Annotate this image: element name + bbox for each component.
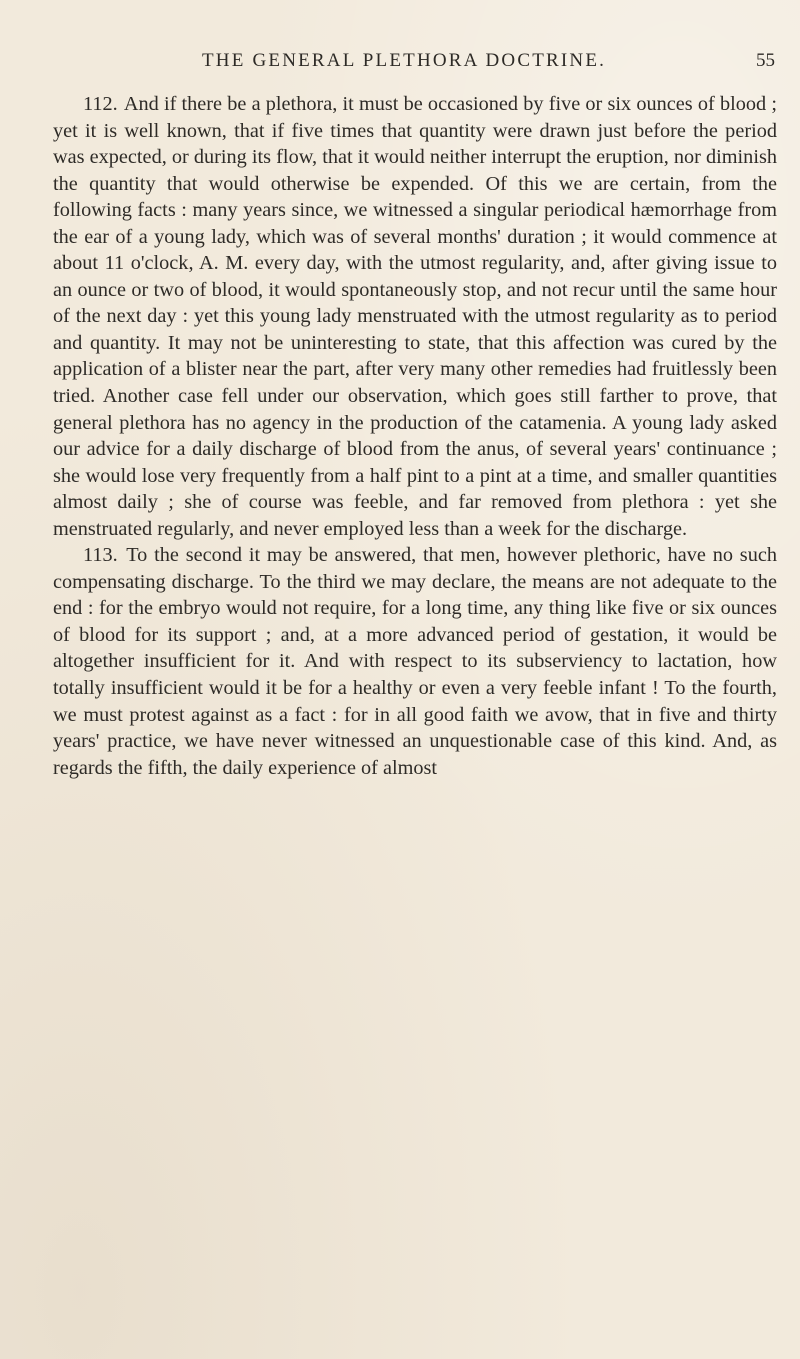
paragraph-text: To the second it may be answered, that men, however plethoric, have no such compensating discharge. To the third we may declare, the means are not adequate to the end : for the embryo would not require, for a long time, any thing like five or six ounces of blood for its support ; and, at a more advanced period of gestation, it would be altogether insufficient for it. And with respect to its subserviency to lactation, how totally insufficient would it be for a healthy or even a very feeble infant ! To the fourth, we must protest against as a fact : for in all good faith we avow, that in five and thirty years' practice, we have never witnessed an unquestionable case of this kind. And, as regards the fifth, the daily experience of almost (53, 544, 777, 779)
paragraph-text: And if there be a plethora, it must be occasioned by five or six ounces of blood ; yet it is well known, that if five times that quantity were drawn just before the period was expected, or during its flow, that it would neither interrupt the eruption, nor diminish the quantity that would otherwise be expended. Of this we are certain, from the following facts : many years since, we witnessed a singular periodical hæmorrhage from the ear of a young lady, which was of several months' duration ; it would commence at about 11 o'clock, A. M. every day, with the utmost regularity, and, after giving issue to an ounce or two of blood, it would spontaneously stop, and not recur until the same hour of the next day : yet this young lady menstruated with the utmost regularity as to period and quantity. It may not be uninteresting to state, that this affection was cured by the application of a blister near the part, after very many other remedies had fruitlessly been tried. Another case fell under our observation, which goes still farther to prove, that general plethora has no agency in the production of the catamenia. A young lady asked our advice for a daily discharge of blood from the anus, of several years' continuance ; she would lose very frequently from a half pint to a pint at a time, and smaller quantities almost daily ; she of course was feeble, and far removed from plethora : yet she menstruated regularly, and never employed less than a week for the discharge. (53, 93, 777, 540)
paragraph-number: 112. (83, 93, 118, 115)
running-title: THE GENERAL PLETHORA DOCTRINE. (202, 50, 607, 71)
body-text (53, 91, 777, 781)
paragraph-number: 113. (83, 544, 118, 567)
page-number: 55 (756, 50, 775, 71)
paragraph-113 (53, 542, 777, 781)
paragraph-112 (53, 91, 777, 542)
running-header (70, 50, 780, 74)
